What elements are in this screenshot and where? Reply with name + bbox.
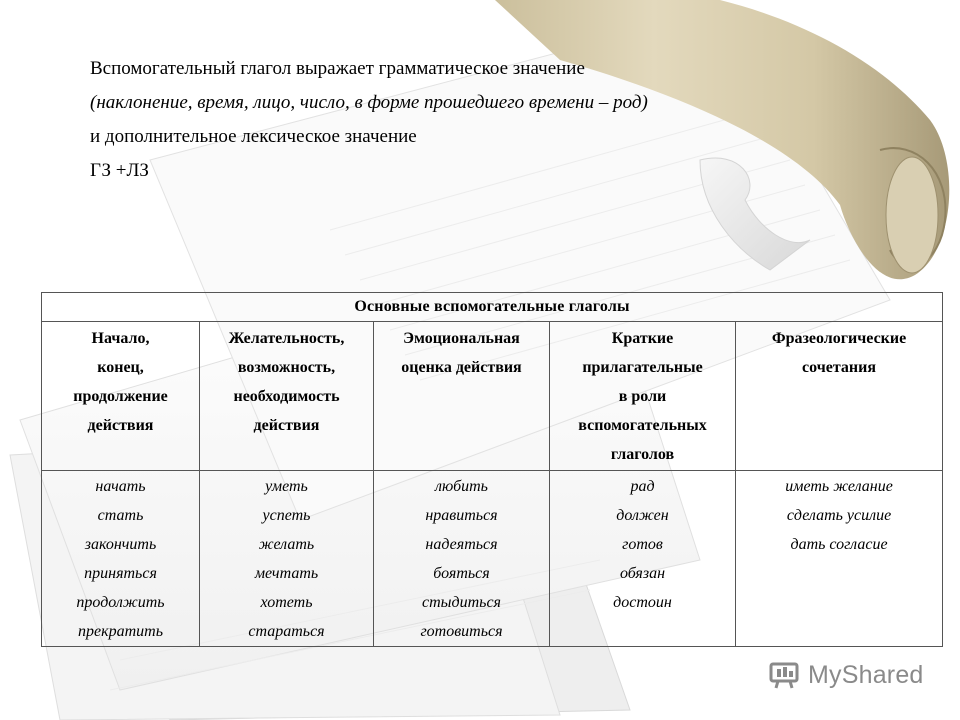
verb-item: надеяться	[425, 536, 498, 553]
column-header-line: необходимость	[233, 388, 340, 405]
column-items	[550, 471, 736, 647]
verb-item: должен	[616, 507, 669, 524]
verb-item: хотеть	[260, 594, 313, 611]
column-items	[42, 471, 200, 647]
verb-item: успеть	[262, 507, 311, 524]
column-header-line: действия	[87, 417, 154, 434]
verb-item: стараться	[248, 623, 325, 640]
column-header-line: Начало,	[91, 330, 150, 347]
column-header-line: прилагательные	[582, 359, 703, 376]
column-header	[736, 322, 943, 471]
column-header-line: продолжение	[73, 388, 168, 405]
column-items	[200, 471, 374, 647]
table-header-row	[42, 322, 943, 471]
intro-line-4: ГЗ +ЛЗ	[90, 160, 149, 181]
verb-item: любить	[435, 478, 488, 495]
verb-item: уметь	[265, 478, 308, 495]
verb-item: готовиться	[420, 623, 503, 640]
myshared-logo-icon	[768, 660, 802, 690]
column-header-line: действия	[253, 417, 320, 434]
verb-item: продолжить	[76, 594, 165, 611]
column-header-line: Краткие	[611, 330, 674, 347]
column-header-line: оценка действия	[401, 359, 522, 376]
verb-item: закончить	[84, 536, 157, 553]
column-header-line: возможность,	[237, 359, 336, 376]
verb-item: нравиться	[425, 507, 498, 524]
table-caption: Основные вспомогательные глаголы	[42, 293, 943, 322]
column-header	[42, 322, 200, 471]
intro-line-1: Вспомогательный глагол выражает грамматическое значение	[90, 58, 585, 79]
table-body-row	[42, 471, 943, 647]
column-header-line: Желательность,	[228, 330, 345, 347]
column-header-line: в роли	[618, 388, 667, 405]
intro-line-2: (наклонение, время, лицо, число, в форме прошедшего времени – род)	[90, 92, 648, 113]
column-header-line: Эмоциональная	[403, 330, 520, 347]
column-header	[550, 322, 736, 471]
verb-item: обязан	[619, 565, 666, 582]
verb-item: иметь желание	[785, 478, 893, 495]
table-caption-row	[42, 293, 943, 322]
verb-item: готов	[622, 536, 663, 553]
verb-item: рад	[630, 478, 655, 495]
verb-item: достоин	[613, 594, 672, 611]
watermark-text: MyShared	[808, 660, 924, 689]
column-header-line: сочетания	[802, 359, 877, 376]
verb-item: приняться	[84, 565, 157, 582]
verb-item: сделать усилие	[786, 507, 892, 524]
column-header	[374, 322, 550, 471]
verb-item: желать	[258, 536, 315, 553]
column-items	[374, 471, 550, 647]
column-header-line: вспомогательных	[578, 417, 707, 434]
verb-item: стать	[97, 507, 144, 524]
intro-text	[90, 52, 810, 188]
myshared-watermark	[768, 657, 924, 693]
verb-item: дать согласие	[790, 536, 888, 553]
intro-line-3: и дополнительное лексическое значение	[90, 126, 417, 147]
verb-item: мечтать	[254, 565, 319, 582]
column-header-line: конец,	[97, 359, 144, 376]
column-header	[200, 322, 374, 471]
column-header-line: Фразеологические	[771, 330, 907, 347]
verb-item: прекратить	[78, 623, 163, 640]
verb-item: начать	[95, 478, 146, 495]
verb-item: стыдиться	[422, 594, 501, 611]
verb-item: бояться	[433, 565, 490, 582]
column-items	[736, 471, 943, 647]
column-header-line: глаголов	[610, 446, 675, 463]
auxiliary-verbs-table	[41, 292, 943, 647]
